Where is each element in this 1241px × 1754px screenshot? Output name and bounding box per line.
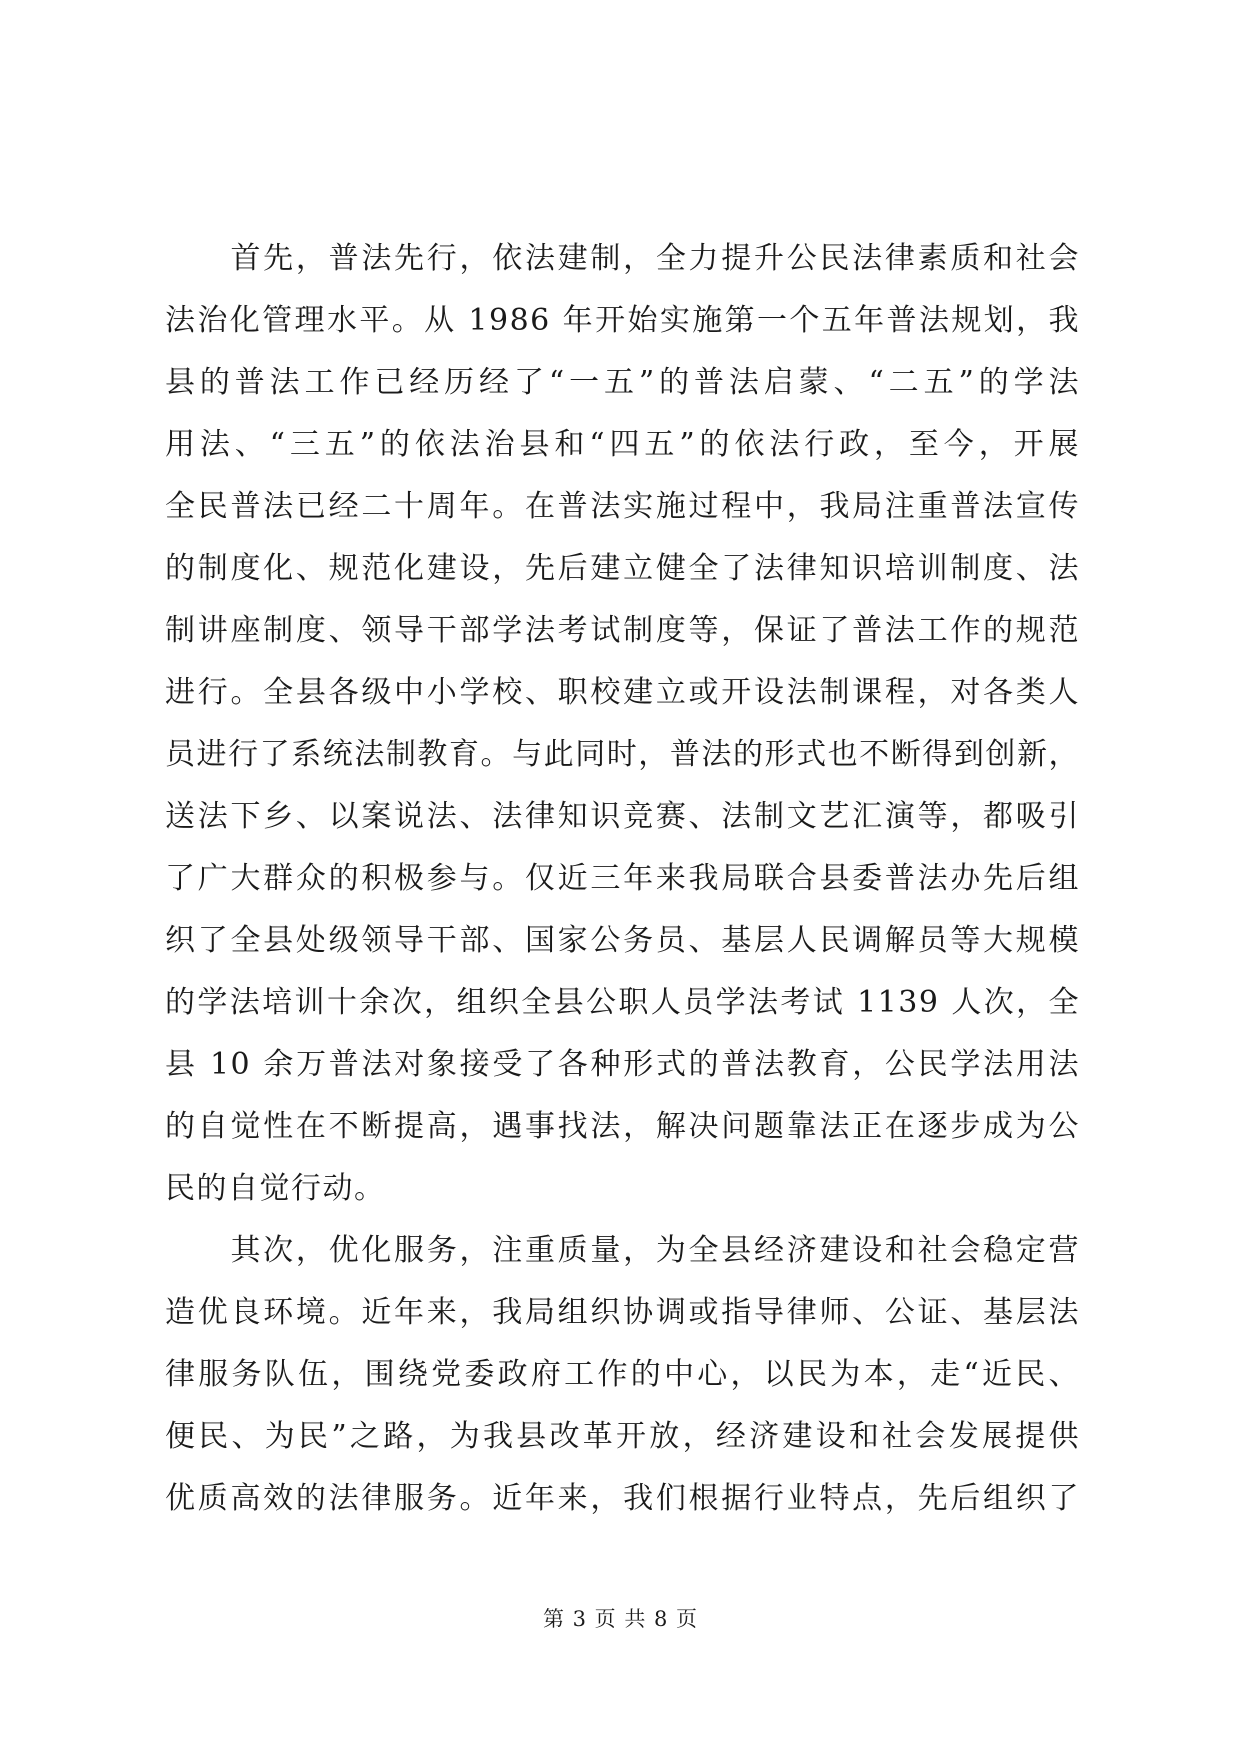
paragraph-2 (165, 1220, 1080, 1530)
text-line: 制讲座制度、领导干部学法考试制度等，保证了普法工作的规范 (165, 613, 1080, 648)
text-line: 的学法培训十余次，组织全县公职人员学法考试 1139 人次，全 (165, 985, 1080, 1020)
text-line: 了广大群众的积极参与。仅近三年来我局联合县委普法办先后组 (165, 861, 1080, 896)
text-line: 员进行了系统法制教育。与此同时，普法的形式也不断得到创新， (165, 737, 1080, 772)
text-line: 全民普法已经二十周年。在普法实施过程中，我局注重普法宣传 (165, 489, 1080, 524)
body-text (165, 228, 1080, 1530)
text-line: 县的普法工作已经历经了“一五”的普法启蒙、“二五”的学法 (165, 365, 1080, 400)
page-number-footer: 第 3 页 共 8 页 (542, 1607, 699, 1631)
text-line: 民的自觉行动。 (165, 1171, 386, 1206)
text-line: 的自觉性在不断提高，遇事找法，解决问题靠法正在逐步成为公 (165, 1109, 1080, 1144)
text-line: 便民、为民”之路，为我县改革开放，经济建设和社会发展提供 (165, 1419, 1080, 1454)
text-line: 县 10 余万普法对象接受了各种形式的普法教育，公民学法用法 (165, 1047, 1080, 1082)
text-line: 律服务队伍，围绕党委政府工作的中心，以民为本，走“近民、 (165, 1357, 1080, 1392)
text-line: 优质高效的法律服务。近年来，我们根据行业特点，先后组织了 (165, 1481, 1080, 1516)
text-line: 织了全县处级领导干部、国家公务员、基层人民调解员等大规模 (165, 923, 1080, 958)
text-line: 用法、“三五”的依法治县和“四五”的依法行政，至今，开展 (165, 427, 1080, 462)
text-line: 送法下乡、以案说法、法律知识竞赛、法制文艺汇演等，都吸引 (165, 799, 1080, 834)
paragraph-1 (165, 228, 1080, 1220)
text-line: 首先，普法先行，依法建制，全力提升公民法律素质和社会 (165, 241, 1080, 276)
text-line: 其次，优化服务，注重质量，为全县经济建设和社会稳定营 (165, 1233, 1080, 1268)
text-line: 法治化管理水平。从 1986 年开始实施第一个五年普法规划，我 (165, 303, 1080, 338)
text-line: 造优良环境。近年来，我局组织协调或指导律师、公证、基层法 (165, 1295, 1080, 1330)
text-line: 的制度化、规范化建设，先后建立健全了法律知识培训制度、法 (165, 551, 1080, 586)
text-line: 进行。全县各级中小学校、职校建立或开设法制课程，对各类人 (165, 675, 1080, 710)
